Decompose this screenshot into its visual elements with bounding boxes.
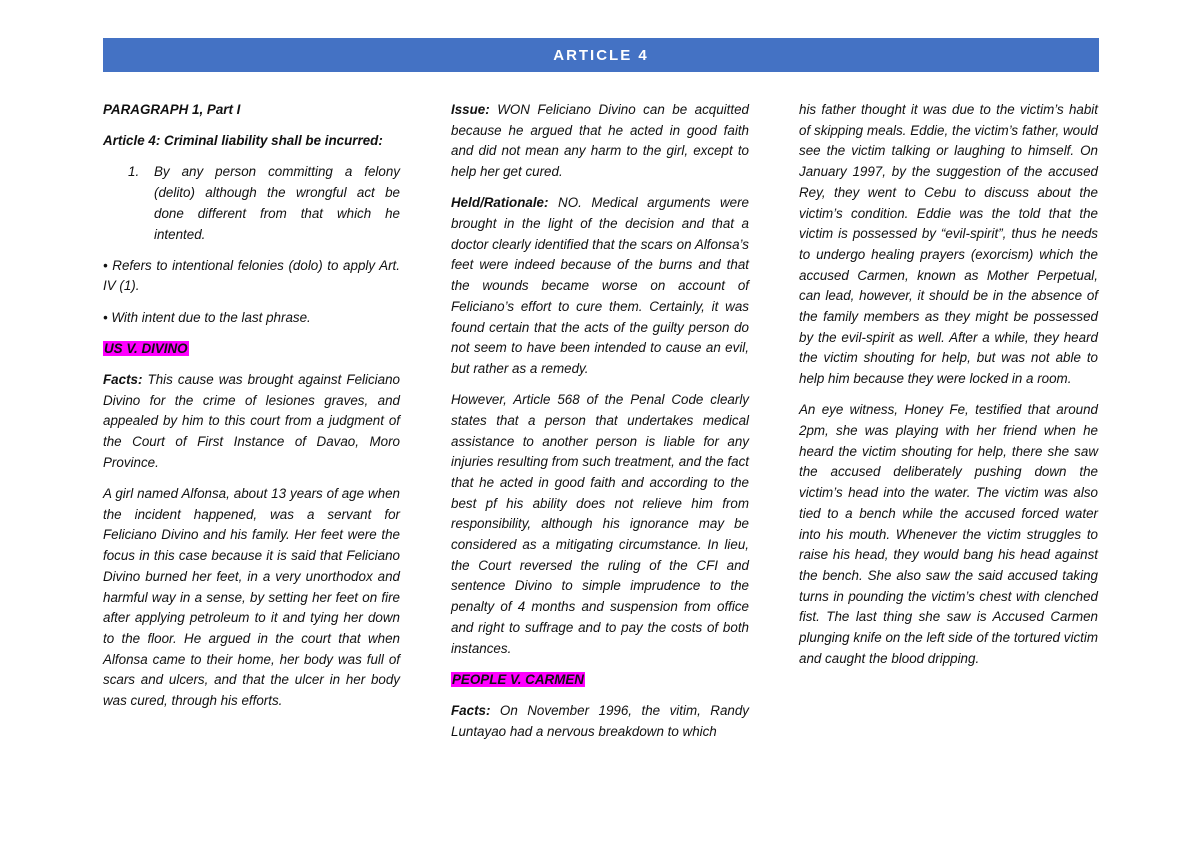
case-heading-people-v-carmen	[451, 670, 749, 691]
case-heading-us-v-divino	[103, 339, 400, 360]
facts-text: On November 1996, the vitim, Randy Luntayao had a nervous breakdown to which	[451, 702, 749, 739]
list-text: By any person committing a felony (delito) although the wrongful act be done different from that which he intented.	[154, 164, 400, 242]
held-text: NO. Medical arguments were brought in the light of the decision and that a doctor clearly identified that the scars on Alfonsa’s feet were indeed because of the burns and that the wounds became worse on account of Feliciano’s effort to cure them. Certainly, it was found certain that the acts of the guilty person do not seem to have been intended to cause an evil, but rather as a remedy.	[451, 195, 749, 376]
issue-label: Issue:	[451, 102, 490, 117]
issue-text: WON Feliciano Divino can be acquitted because he argued that he acted in good faith and did not mean any harm to the girl, except to help her get cured.	[451, 102, 749, 180]
issue-paragraph	[451, 100, 749, 183]
however-paragraph: However, Article 568 of the Penal Code clearly states that a person that undertakes medical assistance to another person is liable for any injuries resulting from such treatment, and the fact that he acted in good faith and according to the best pf his ability does not relieve him from responsibility, although his ignorance may be considered as a mitigating circumstance. In lieu, the Court reversed the ruling of the CFI and sentence Divino to simple imprudence to the penalty of 4 months and suspension from office and right to suffrage and to pay the costs of both instances.	[451, 392, 749, 656]
story-paragraph: A girl named Alfonsa, about 13 years of age when the incident happened, was a servant for Feliciano Divino and his family. Her feet were the focus in this case because it is said that Feliciano Divino burned her feet, in a very unorthodox and harmful way in a sense, by setting her feet on fire after applying petroleum to it and tying her down to the floor. He argued in the court that when Alfonsa came to their home, her body was full of scars and ulcers, and that the ulcer in her body was cured, through his efforts.	[103, 486, 400, 709]
facts-paragraph	[103, 370, 400, 474]
article-title: ARTICLE 4	[553, 46, 649, 64]
column-1	[103, 100, 400, 722]
column-3	[799, 100, 1098, 680]
facts-label: Facts:	[451, 702, 491, 718]
list-number: 1.	[128, 164, 140, 180]
column-2	[451, 100, 749, 753]
article-heading: Article 4: Criminal liability shall be incurred:	[103, 133, 383, 149]
bullet-intentional-felonies: • Refers to intentional felonies (dolo) to apply Art. IV (1).	[103, 257, 400, 294]
facts-label: Facts:	[103, 372, 143, 388]
case-title-highlight: US V. DIVINO	[104, 340, 188, 356]
case-title-highlight: PEOPLE V. CARMEN	[452, 671, 584, 687]
facts-paragraph	[451, 701, 749, 742]
numbered-list	[103, 162, 400, 245]
facts-text: This cause was brought against Feliciano Divino for the crime of lesiones graves, and appealed by him to this court from a judgment of the Court of First Instance of Davao, Moro Province.	[103, 372, 400, 470]
continued-paragraph: his father thought it was due to the victim’s habit of skipping meals. Eddie, the victim’s father, would see the victim talking or laughing to himself. On January 1997, by the suggestion of the accused Rey, they went to Cebu to discuss about the victim’s condition. Eddie was the told that the victim is possessed by “evil-spirit”, thus he needs to undergo healing prayers (exorcism) which the accused Carmen, known as Mother Perpetual, can lead, however, it should be in the absence of the family members as they might be possessed by the evil-spirit as well. After a while, they heard the victim shouting for help, but was not able to help him because they were locked in a room.	[799, 102, 1098, 387]
witness-paragraph: An eye witness, Honey Fe, testified that around 2pm, she was playing with her friend when he heard the victim shouting for help, there she saw the accused deliberately pushing down the victim’s head into the water. The victim was also tied to a bench while the accused forced water into his mouth. Whenever the victim struggles to raise his head, they would bang his head against the bench. She also saw the said accused taking turns in pounding the victim’s chest with clenched fist. The last thing she saw is Accused Carmen plunging knife on the left side of the tortured victim and caught the blood dripping.	[799, 402, 1098, 666]
list-item	[128, 162, 400, 245]
paragraph-heading: PARAGRAPH 1, Part I	[103, 102, 241, 117]
held-label: Held/Rationale:	[451, 195, 549, 211]
bullet-intent: • With intent due to the last phrase.	[103, 309, 311, 325]
held-paragraph	[451, 193, 749, 379]
article-banner	[103, 38, 1099, 72]
